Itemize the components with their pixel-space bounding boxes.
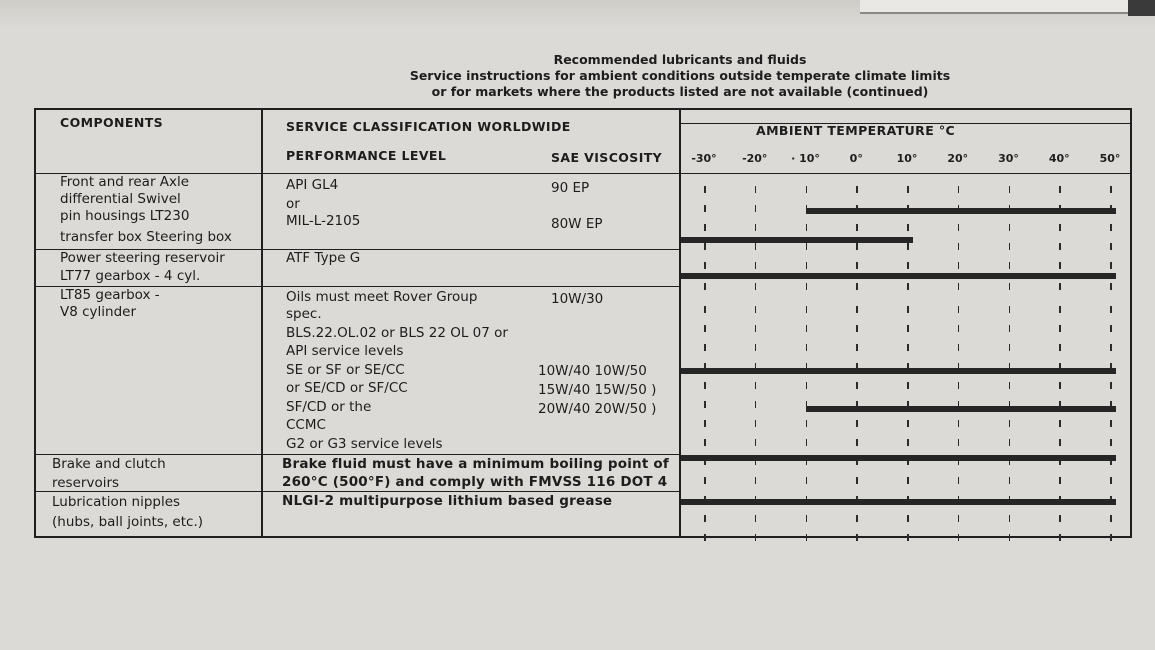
performance-lt85-line-3: BLS.22.OL.02 or BLS 22 OL 07 or bbox=[286, 325, 508, 341]
temperature-tick bbox=[1110, 306, 1112, 313]
temperature-tick bbox=[806, 243, 808, 250]
temperature-tick bbox=[1009, 283, 1011, 290]
temperature-tick bbox=[1059, 306, 1061, 313]
performance-lt85-line-9: G2 or G3 service levels bbox=[286, 436, 443, 452]
temperature-tick bbox=[755, 344, 757, 351]
temperature-tick bbox=[856, 262, 858, 269]
sae-axle-2: 80W EP bbox=[551, 216, 603, 232]
temperature-tick bbox=[806, 420, 808, 427]
temperature-tick bbox=[755, 401, 757, 408]
temperature-tick bbox=[1059, 382, 1061, 389]
temperature-tick bbox=[1009, 477, 1011, 484]
temperature-tick bbox=[856, 534, 858, 541]
temperature-tick bbox=[806, 477, 808, 484]
sae-lt85-2: 10W/40 10W/50 bbox=[538, 363, 647, 379]
temperature-tick bbox=[1009, 420, 1011, 427]
temperature-tick bbox=[1059, 186, 1061, 193]
temperature-tick bbox=[806, 515, 808, 522]
temperature-tick bbox=[755, 477, 757, 484]
temperature-tick bbox=[806, 306, 808, 313]
temperature-tick bbox=[1110, 344, 1112, 351]
temperature-tick bbox=[806, 344, 808, 351]
temperature-range-bar-brake bbox=[681, 455, 1116, 461]
document-heading bbox=[380, 52, 980, 100]
header-performance-level: PERFORMANCE LEVEL bbox=[286, 148, 447, 163]
temperature-tick bbox=[1009, 243, 1011, 250]
temperature-range-bar-steering bbox=[681, 273, 1116, 279]
temperature-tick bbox=[806, 382, 808, 389]
temperature-label: · 10° bbox=[791, 152, 820, 165]
performance-brake-line-1: Brake fluid must have a minimum boiling point of bbox=[282, 456, 669, 472]
sae-axle-1: 90 EP bbox=[551, 180, 590, 196]
component-steering-line-1: Power steering reservoir bbox=[60, 250, 225, 266]
temperature-tick bbox=[1009, 186, 1011, 193]
temperature-tick bbox=[704, 439, 706, 446]
photo-dark-corner bbox=[1128, 0, 1155, 16]
temperature-tick bbox=[856, 439, 858, 446]
temperature-tick bbox=[806, 262, 808, 269]
temperature-tick bbox=[1059, 477, 1061, 484]
temperature-tick bbox=[856, 382, 858, 389]
temperature-tick bbox=[856, 186, 858, 193]
sae-lt85-4: 20W/40 20W/50 ) bbox=[538, 401, 657, 417]
temperature-tick bbox=[907, 439, 909, 446]
temperature-tick bbox=[1009, 534, 1011, 541]
temperature-tick bbox=[704, 205, 706, 212]
performance-lt85-line-2: spec. bbox=[286, 306, 322, 322]
temperature-tick bbox=[856, 515, 858, 522]
temperature-range-bar-nipples bbox=[681, 499, 1116, 505]
temperature-tick bbox=[907, 283, 909, 290]
temperature-tick bbox=[1009, 439, 1011, 446]
performance-lt85-line-5: SE or SF or SE/CC bbox=[286, 362, 405, 378]
temperature-tick bbox=[1009, 262, 1011, 269]
temperature-tick bbox=[704, 420, 706, 427]
temperature-label: 20° bbox=[947, 152, 969, 165]
performance-brake-line-2: 260°C (500°F) and comply with FMVSS 116 DOT 4 bbox=[282, 474, 668, 490]
temperature-tick bbox=[1110, 262, 1112, 269]
temperature-tick bbox=[1009, 344, 1011, 351]
temperature-tick bbox=[1059, 283, 1061, 290]
temperature-tick bbox=[1110, 439, 1112, 446]
temperature-tick bbox=[907, 306, 909, 313]
temperature-label: 50° bbox=[1099, 152, 1121, 165]
heading-line-1: Recommended lubricants and fluids bbox=[553, 52, 807, 67]
temperature-tick bbox=[755, 325, 757, 332]
performance-lt85-line-7: SF/CD or the bbox=[286, 399, 372, 415]
temperature-tick bbox=[856, 224, 858, 231]
component-axle-line-2: differential Swivel bbox=[60, 191, 181, 207]
temperature-tick bbox=[1059, 243, 1061, 250]
component-nipples-line-2: (hubs, ball joints, etc.) bbox=[52, 514, 204, 530]
temperature-label: 40° bbox=[1048, 152, 1070, 165]
temperature-label: -30° bbox=[691, 152, 717, 165]
component-axle-line-3: pin housings LT230 bbox=[60, 208, 190, 224]
component-lt85-line-2: V8 cylinder bbox=[60, 304, 137, 320]
header-bottom-line bbox=[36, 173, 1132, 174]
performance-lt85-line-1: Oils must meet Rover Group bbox=[286, 289, 478, 305]
temperature-tick bbox=[806, 534, 808, 541]
temperature-tick bbox=[755, 515, 757, 522]
performance-lt85-line-8: CCMC bbox=[286, 417, 326, 433]
temperature-tick bbox=[704, 344, 706, 351]
temperature-label: 0° bbox=[849, 152, 863, 165]
temperature-tick bbox=[907, 477, 909, 484]
performance-axle-line-2: or bbox=[286, 196, 300, 212]
temperature-range-bar-axle bbox=[681, 237, 913, 243]
temperature-tick bbox=[1110, 515, 1112, 522]
temperature-tick bbox=[704, 243, 706, 250]
temperature-tick bbox=[755, 224, 757, 231]
temperature-tick bbox=[806, 325, 808, 332]
temperature-tick bbox=[1009, 224, 1011, 231]
temperature-tick bbox=[1110, 224, 1112, 231]
temperature-tick bbox=[958, 186, 960, 193]
temperature-tick bbox=[907, 243, 909, 250]
temperature-tick bbox=[755, 205, 757, 212]
temperature-tick bbox=[907, 420, 909, 427]
temperature-tick bbox=[806, 224, 808, 231]
temperature-tick bbox=[1059, 439, 1061, 446]
temperature-range-bar-lt85 bbox=[806, 406, 1117, 412]
temperature-tick bbox=[958, 439, 960, 446]
temperature-tick bbox=[755, 420, 757, 427]
temperature-tick bbox=[1110, 382, 1112, 389]
temperature-tick bbox=[755, 439, 757, 446]
temperature-tick bbox=[1059, 420, 1061, 427]
temperature-tick bbox=[1110, 186, 1112, 193]
temperature-tick bbox=[907, 325, 909, 332]
temperature-tick bbox=[1059, 344, 1061, 351]
temperature-tick bbox=[1110, 420, 1112, 427]
performance-nipples: NLGI-2 multipurpose lithium based grease bbox=[282, 493, 613, 509]
temperature-tick bbox=[704, 262, 706, 269]
temperature-tick bbox=[1110, 534, 1112, 541]
temperature-tick bbox=[907, 515, 909, 522]
temperature-tick bbox=[907, 382, 909, 389]
component-axle-line-1: Front and rear Axle bbox=[60, 174, 190, 190]
temperature-tick bbox=[755, 262, 757, 269]
temperature-tick bbox=[958, 243, 960, 250]
temperature-tick bbox=[907, 186, 909, 193]
performance-steering: ATF Type G bbox=[286, 250, 361, 266]
temperature-tick bbox=[1110, 477, 1112, 484]
temperature-tick bbox=[755, 306, 757, 313]
temperature-tick bbox=[1059, 224, 1061, 231]
temperature-tick bbox=[856, 306, 858, 313]
temperature-tick bbox=[704, 325, 706, 332]
temperature-tick bbox=[704, 382, 706, 389]
temperature-tick bbox=[704, 186, 706, 193]
temperature-tick bbox=[907, 262, 909, 269]
sae-lt85-3: 15W/40 15W/50 ) bbox=[538, 382, 657, 398]
heading-line-2: Service instructions for ambient conditions outside temperate climate limits bbox=[409, 68, 951, 83]
temperature-tick bbox=[958, 325, 960, 332]
temperature-tick bbox=[806, 283, 808, 290]
temperature-tick bbox=[1059, 515, 1061, 522]
temperature-tick bbox=[856, 243, 858, 250]
temperature-tick bbox=[704, 283, 706, 290]
header-ambient-temperature: AMBIENT TEMPERATURE °C bbox=[756, 123, 956, 138]
temperature-tick bbox=[1110, 243, 1112, 250]
temperature-tick bbox=[704, 224, 706, 231]
temperature-tick bbox=[958, 382, 960, 389]
performance-axle-line-3: MIL-L-2105 bbox=[286, 213, 361, 229]
temperature-tick bbox=[1009, 306, 1011, 313]
performance-lt85-line-4: API service levels bbox=[286, 343, 404, 359]
temperature-tick bbox=[907, 344, 909, 351]
component-lt85-line-1: LT85 gearbox - bbox=[60, 287, 160, 303]
temperature-tick bbox=[856, 325, 858, 332]
temperature-tick bbox=[1059, 325, 1061, 332]
temperature-tick bbox=[755, 382, 757, 389]
temperature-tick bbox=[1110, 283, 1112, 290]
header-sae-viscosity: SAE VISCOSITY bbox=[551, 150, 663, 165]
temperature-tick bbox=[1059, 534, 1061, 541]
temperature-tick bbox=[704, 477, 706, 484]
temperature-label: 30° bbox=[998, 152, 1019, 165]
temperature-tick bbox=[1059, 262, 1061, 269]
temperature-tick bbox=[958, 224, 960, 231]
sae-lt85-1: 10W/30 bbox=[551, 291, 604, 307]
temperature-tick bbox=[856, 420, 858, 427]
heading-line-3: or for markets where the products listed are not available (continued) bbox=[431, 84, 929, 99]
component-axle-line-4: transfer box Steering box bbox=[60, 229, 232, 245]
temperature-label: 10° bbox=[896, 152, 918, 165]
temperature-label: -20° bbox=[742, 152, 768, 165]
row-divider-3 bbox=[36, 454, 679, 455]
temperature-tick bbox=[806, 439, 808, 446]
temperature-tick bbox=[907, 534, 909, 541]
row-divider-4 bbox=[36, 491, 679, 492]
temperature-tick bbox=[958, 262, 960, 269]
temperature-tick bbox=[958, 306, 960, 313]
temperature-tick bbox=[806, 186, 808, 193]
temperature-tick bbox=[856, 344, 858, 351]
temperature-range-bar-axle bbox=[806, 208, 1117, 214]
temperature-tick bbox=[1110, 325, 1112, 332]
component-steering-line-2: LT77 gearbox - 4 cyl. bbox=[60, 268, 201, 284]
temperature-tick bbox=[958, 534, 960, 541]
temperature-tick bbox=[907, 224, 909, 231]
temperature-tick bbox=[755, 243, 757, 250]
temperature-tick bbox=[704, 401, 706, 408]
temperature-tick bbox=[856, 283, 858, 290]
temperature-tick bbox=[704, 515, 706, 522]
temperature-tick bbox=[958, 515, 960, 522]
header-components: COMPONENTS bbox=[60, 115, 164, 130]
temperature-tick bbox=[755, 283, 757, 290]
temperature-tick bbox=[1009, 382, 1011, 389]
lubricants-table bbox=[34, 108, 1132, 538]
photo-paper-edge bbox=[860, 0, 1155, 14]
temperature-tick bbox=[704, 534, 706, 541]
component-brake-line-2: reservoirs bbox=[52, 475, 120, 491]
temperature-tick bbox=[755, 186, 757, 193]
temperature-tick bbox=[958, 283, 960, 290]
temperature-range-bar-lt85 bbox=[681, 368, 1116, 374]
temperature-tick bbox=[755, 534, 757, 541]
header-service-classification: SERVICE CLASSIFICATION WORLDWIDE bbox=[286, 119, 571, 134]
temperature-tick bbox=[1009, 515, 1011, 522]
performance-axle-line-1: API GL4 bbox=[286, 177, 339, 193]
temperature-tick bbox=[958, 344, 960, 351]
temperature-tick bbox=[958, 477, 960, 484]
component-brake-line-1: Brake and clutch bbox=[52, 456, 166, 472]
component-nipples-line-1: Lubrication nipples bbox=[52, 494, 181, 510]
temperature-tick bbox=[856, 477, 858, 484]
temperature-tick bbox=[704, 306, 706, 313]
temperature-tick bbox=[958, 420, 960, 427]
performance-lt85-line-6: or SE/CD or SF/CC bbox=[286, 380, 408, 396]
temperature-tick bbox=[1009, 325, 1011, 332]
